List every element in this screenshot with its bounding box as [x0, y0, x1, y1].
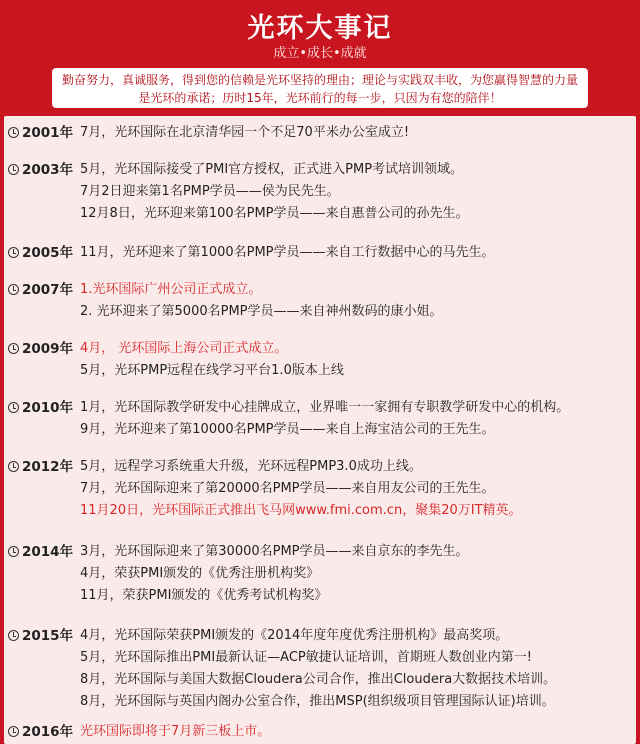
- timeline-events: [80, 456, 632, 522]
- timeline-event: 7月，光环国际在北京清华园一个不足70平米办公室成立!: [80, 125, 410, 140]
- timeline-event: 4月，荣获PMI颁发的《优秀注册机构奖》: [80, 566, 320, 581]
- clock-icon: [8, 164, 19, 175]
- clock-icon: [8, 247, 19, 258]
- timeline-event: 4月，光环国际荣获PMI颁发的《2014年度年度优秀注册机构》最高奖项。: [80, 628, 509, 643]
- timeline-event: 8月，光环国际与美国大数据Cloudera公司合作，推出Cloudera大数据技术培训。: [80, 672, 557, 687]
- clock-icon: [8, 127, 19, 138]
- clock-icon: [8, 546, 19, 557]
- timeline-event: 5月，光环PMP远程在线学习平台1.0版本上线: [80, 363, 344, 378]
- timeline-event: 5月，光环国际接受了PMI官方授权，正式进入PMP考试培训领域。: [80, 162, 464, 177]
- clock-icon: [8, 343, 19, 354]
- timeline-year: [8, 456, 73, 478]
- timeline-event: 8月，光环国际与英国内阁办公室合作，推出MSP(组织级项目管理国际认证)培训。: [80, 694, 555, 709]
- timeline-year-label: 2016年: [22, 724, 74, 740]
- timeline-year-label: 2012年: [22, 459, 74, 475]
- timeline-event: 3月，光环国际迎来了第30000名PMP学员——来自京东的李先生。: [80, 544, 469, 559]
- timeline-year-label: 2015年: [22, 628, 74, 644]
- timeline-event: 光环国际即将于7月新三板上市。: [80, 724, 271, 739]
- timeline-events: [80, 159, 632, 225]
- timeline-event: 1.光环国际广州公司正式成立。: [80, 282, 262, 297]
- timeline-year-label: 2009年: [22, 341, 74, 357]
- timeline-event: 4月， 光环国际上海公司正式成立。: [80, 341, 288, 356]
- page-subtitle: 成立•成长•成就: [273, 46, 367, 61]
- timeline-event: 7月，光环国际迎来了第20000名PMP学员——来自用友公司的王先生。: [80, 481, 495, 496]
- timeline-events: [80, 338, 632, 382]
- page-title: 光环大事记: [247, 13, 393, 44]
- header: [0, 0, 640, 64]
- timeline-events: [80, 397, 632, 441]
- timeline-event: 5月，光环国际推出PMI最新认证—ACP敏捷认证培训，首期班人数创业内第一!: [80, 650, 532, 665]
- timeline-year: [8, 397, 73, 419]
- timeline-year: [8, 242, 73, 264]
- clock-icon: [8, 284, 19, 295]
- timeline-event: 7月2日迎来第1名PMP学员——侯为民先生。: [80, 184, 340, 199]
- timeline-event: 11月，光环迎来了第1000名PMP学员——来自工行数据中心的马先生。: [80, 245, 495, 260]
- timeline-year: [8, 721, 73, 743]
- timeline-events: [80, 541, 632, 607]
- timeline-year-label: 2007年: [22, 282, 74, 298]
- timeline-event: 9月，光环迎来了第10000名PMP学员——来自上海宝洁公司的王先生。: [80, 422, 495, 437]
- timeline-year-label: 2001年: [22, 125, 74, 141]
- clock-icon: [8, 461, 19, 472]
- timeline-year-label: 2005年: [22, 245, 74, 261]
- timeline-event: 2. 光环迎来了第5000名PMP学员——来自神州数码的康小姐。: [80, 304, 443, 319]
- timeline-year: [8, 625, 73, 647]
- timeline-event: 5月，远程学习系统重大升级，光环远程PMP3.0成功上线。: [80, 459, 422, 474]
- timeline-event: 11月，荣获PMI颁发的《优秀考试机构奖》: [80, 588, 328, 603]
- timeline-year-label: 2014年: [22, 544, 74, 560]
- slogan-box: 勤奋努力，真诚服务，得到您的信赖是光环坚持的理由；理论与实践双丰收，为您赢得智慧的力量是光环的承诺；历时15年，光环前行的每一步，只因为有您的陪伴！: [52, 68, 588, 108]
- timeline-year: [8, 159, 73, 181]
- timeline-events: [80, 721, 632, 743]
- clock-icon: [8, 630, 19, 641]
- timeline-year: [8, 338, 73, 360]
- timeline-year: [8, 279, 73, 301]
- timeline-events: [80, 242, 632, 264]
- clock-icon: [8, 402, 19, 413]
- timeline-year: [8, 122, 73, 144]
- timeline-events: [80, 122, 632, 144]
- timeline-events: [80, 625, 632, 713]
- timeline-year-label: 2003年: [22, 162, 74, 178]
- timeline-year-label: 2010年: [22, 400, 74, 416]
- timeline-panel: [4, 116, 636, 744]
- timeline-event: 12月8日，光环迎来第100名PMP学员——来自惠普公司的孙先生。: [80, 206, 469, 221]
- timeline-year: [8, 541, 73, 563]
- timeline-event: 1月，光环国际教学研发中心挂牌成立，业界唯一一家拥有专职教学研发中心的机构。: [80, 400, 570, 415]
- timeline-event: 11月20日，光环国际正式推出飞马网www.fmi.com.cn，聚集20万IT精英。: [80, 503, 522, 518]
- timeline-events: [80, 279, 632, 323]
- clock-icon: [8, 726, 19, 737]
